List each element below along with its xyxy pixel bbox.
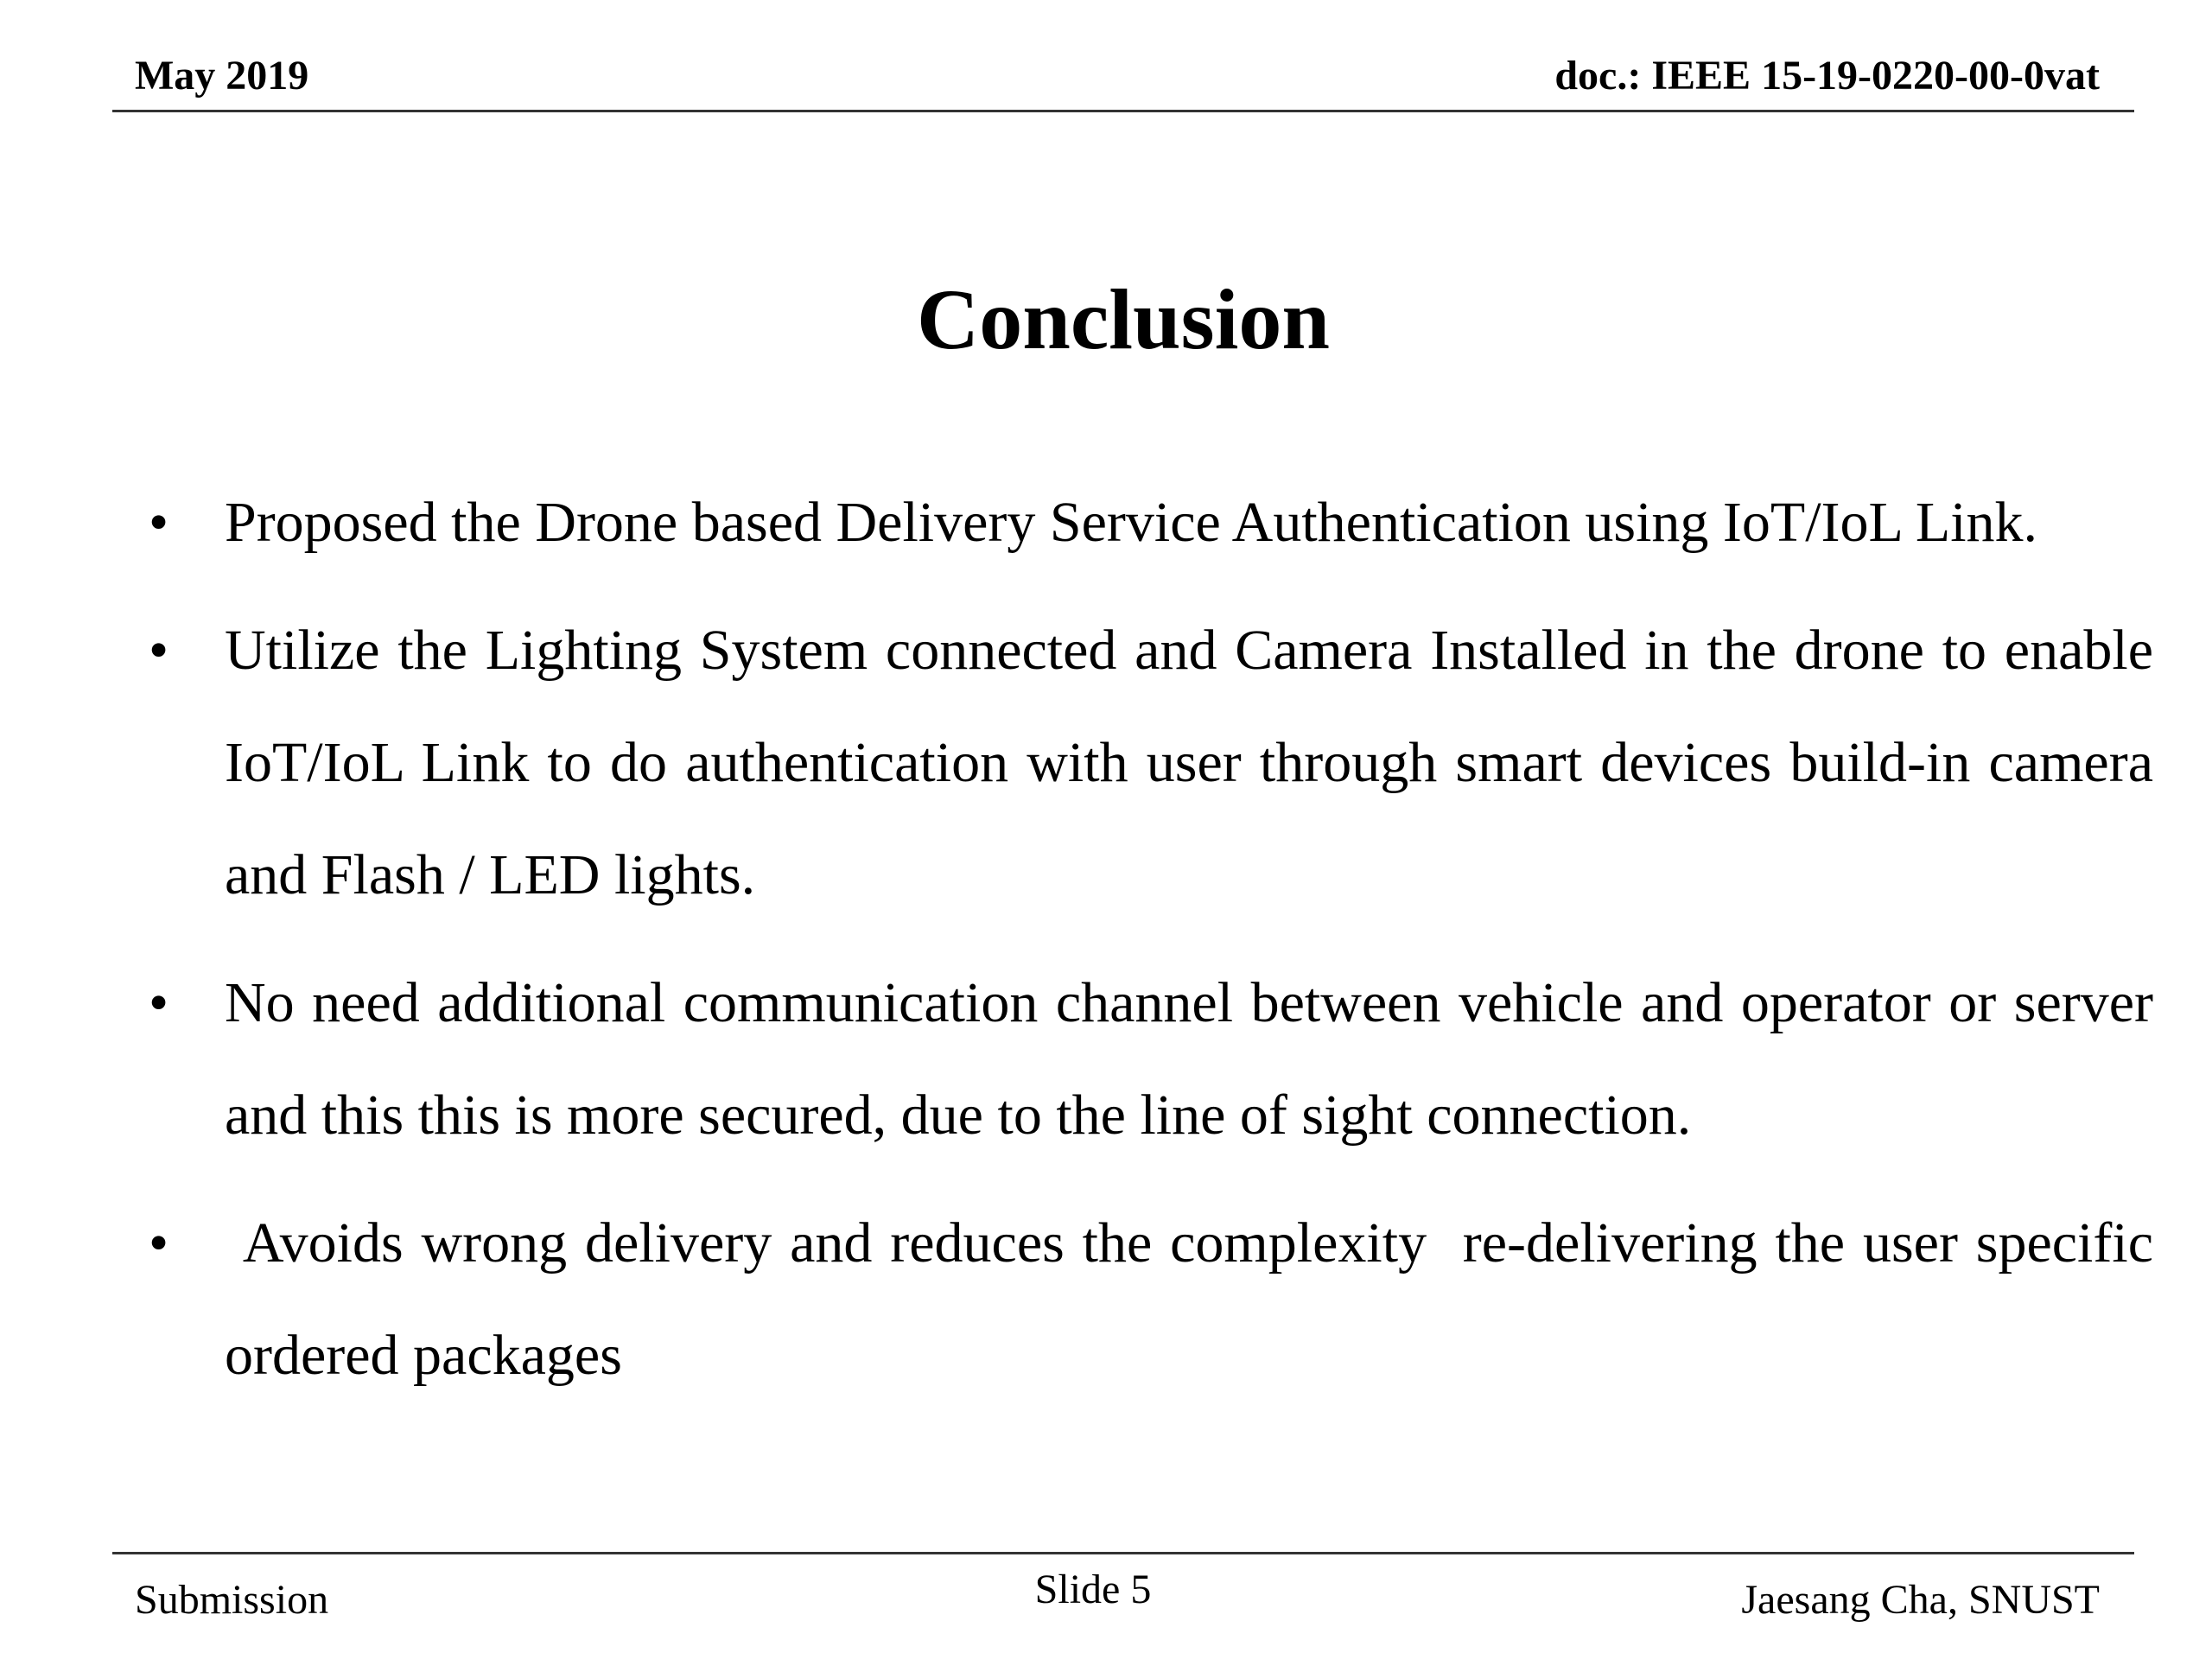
header-date: May 2019: [135, 53, 309, 99]
bullet-list: [149, 467, 2168, 1427]
footer-divider: [112, 1552, 2134, 1554]
bullet-dot: •: [149, 619, 169, 682]
bullet-item: [149, 594, 2153, 931]
bullet-text: No need additional communication channel between vehicle and operator or server and this this is more secured, due to the line of sight connection.: [225, 971, 2153, 1147]
bullet-dot: •: [149, 971, 169, 1034]
slide-title: Conclusion: [917, 271, 1330, 367]
slide-number: Slide 5: [1034, 1567, 1152, 1612]
bullet-dot: •: [149, 491, 169, 554]
bullet-item: [149, 947, 2153, 1172]
bullet-item: [149, 1187, 2168, 1412]
bullet-text: Proposed the Drone based Delivery Service Authentication using IoT/IoL Link.: [225, 491, 2038, 554]
footer-submission: Submission: [135, 1577, 329, 1623]
bullet-text: Avoids wrong delivery and reduces the complexity re-delivering the user specific ordered packages: [225, 1211, 2168, 1387]
header-doc-id: doc.: IEEE 15-19-0220-00-0vat: [1554, 53, 2100, 99]
footer-author: Jaesang Cha, SNUST: [1741, 1577, 2100, 1623]
bullet-item: [149, 467, 2153, 579]
bullet-text: Utilize the Lighting System connected and Camera Installed in the drone to enable IoT/IoL Link to do authentication with user through smart devices build-in camera and Flash / LED lights.: [225, 619, 2153, 906]
header-divider: [112, 110, 2134, 112]
bullet-dot: •: [149, 1211, 169, 1274]
